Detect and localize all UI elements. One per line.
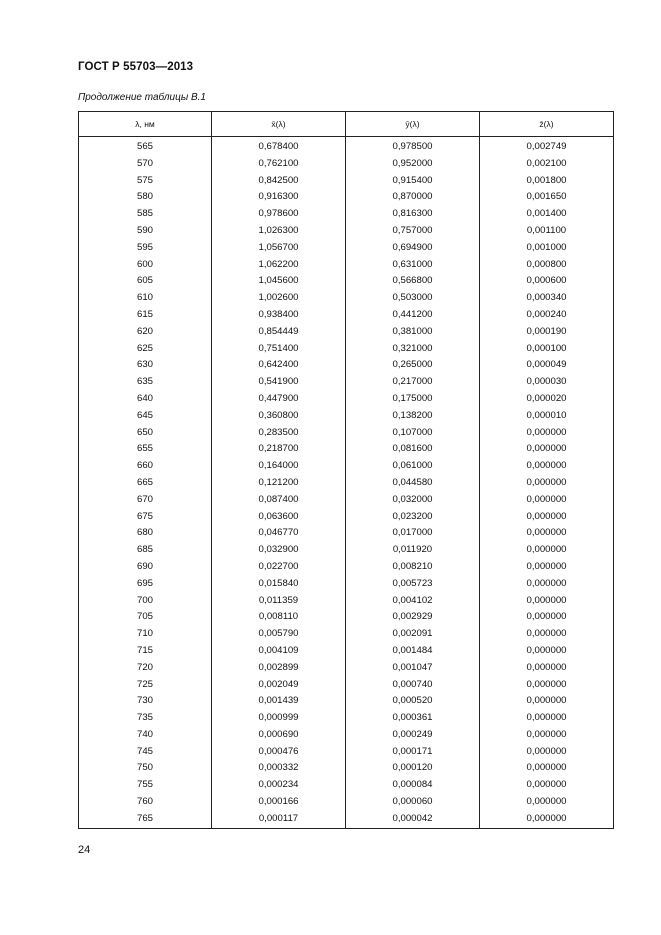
z-bar-cell: 0,000000 (480, 509, 614, 526)
x-bar-cell: 0,751400 (212, 341, 346, 358)
table-row (79, 693, 614, 710)
z-bar-cell: 0,000000 (480, 576, 614, 593)
table-row (79, 609, 614, 626)
x-bar-cell: 0,000166 (212, 794, 346, 811)
y-bar-cell: 0,000520 (346, 693, 480, 710)
x-bar-cell: 0,938400 (212, 307, 346, 324)
y-bar-cell: 0,631000 (346, 257, 480, 274)
wavelength-cell: 730 (79, 693, 212, 710)
y-bar-cell: 0,321000 (346, 341, 480, 358)
wavelength-cell: 625 (79, 341, 212, 358)
x-bar-cell: 0,000332 (212, 760, 346, 777)
z-bar-cell: 0,000000 (480, 492, 614, 509)
wavelength-cell: 605 (79, 273, 212, 290)
y-bar-cell: 0,566800 (346, 273, 480, 290)
z-bar-cell: 0,002749 (480, 137, 614, 156)
table-row (79, 357, 614, 374)
table-row (79, 223, 614, 240)
z-bar-cell: 0,000000 (480, 811, 614, 828)
y-bar-cell: 0,061000 (346, 458, 480, 475)
x-bar-cell: 0,011359 (212, 593, 346, 610)
x-bar-cell: 0,087400 (212, 492, 346, 509)
y-bar-cell: 0,001047 (346, 660, 480, 677)
z-bar-cell: 0,000190 (480, 324, 614, 341)
wavelength-cell: 580 (79, 189, 212, 206)
wavelength-cell: 575 (79, 173, 212, 190)
wavelength-cell: 595 (79, 240, 212, 257)
y-bar-cell: 0,265000 (346, 357, 480, 374)
z-bar-cell: 0,001800 (480, 173, 614, 190)
table-row (79, 677, 614, 694)
z-bar-cell: 0,000049 (480, 357, 614, 374)
y-bar-cell: 0,000740 (346, 677, 480, 694)
y-bar-cell: 0,004102 (346, 593, 480, 610)
wavelength-cell: 630 (79, 357, 212, 374)
header-y-bar: ȳ(λ) (346, 112, 480, 137)
table-row (79, 206, 614, 223)
wavelength-cell: 690 (79, 559, 212, 576)
x-bar-cell: 0,008110 (212, 609, 346, 626)
z-bar-cell: 0,000020 (480, 391, 614, 408)
z-bar-cell: 0,000240 (480, 307, 614, 324)
z-bar-cell: 0,000340 (480, 290, 614, 307)
y-bar-cell: 0,017000 (346, 525, 480, 542)
y-bar-cell: 0,175000 (346, 391, 480, 408)
table-row (79, 760, 614, 777)
x-bar-cell: 0,164000 (212, 458, 346, 475)
x-bar-cell: 0,004109 (212, 643, 346, 660)
y-bar-cell: 0,000060 (346, 794, 480, 811)
table-caption: Продолжение таблицы В.1 (78, 92, 206, 103)
x-bar-cell: 0,032900 (212, 542, 346, 559)
table-body (79, 137, 614, 829)
x-bar-cell: 0,001439 (212, 693, 346, 710)
z-bar-cell: 0,000000 (480, 660, 614, 677)
y-bar-cell: 0,816300 (346, 206, 480, 223)
y-bar-cell: 0,000171 (346, 744, 480, 761)
wavelength-cell: 600 (79, 257, 212, 274)
table-row (79, 290, 614, 307)
wavelength-cell: 705 (79, 609, 212, 626)
table-row (79, 643, 614, 660)
z-bar-cell: 0,000000 (480, 441, 614, 458)
y-bar-cell: 0,002929 (346, 609, 480, 626)
wavelength-cell: 715 (79, 643, 212, 660)
table-row (79, 492, 614, 509)
y-bar-cell: 0,138200 (346, 408, 480, 425)
table-row (79, 137, 614, 156)
z-bar-cell: 0,000030 (480, 374, 614, 391)
x-bar-cell: 0,000999 (212, 710, 346, 727)
z-bar-cell: 0,000000 (480, 626, 614, 643)
z-bar-cell: 0,000000 (480, 794, 614, 811)
x-bar-cell: 0,218700 (212, 441, 346, 458)
x-bar-cell: 0,360800 (212, 408, 346, 425)
wavelength-cell: 610 (79, 290, 212, 307)
table-header-row (79, 112, 614, 137)
wavelength-cell: 710 (79, 626, 212, 643)
wavelength-cell: 620 (79, 324, 212, 341)
x-bar-cell: 0,854449 (212, 324, 346, 341)
wavelength-cell: 720 (79, 660, 212, 677)
wavelength-cell: 675 (79, 509, 212, 526)
z-bar-cell: 0,000000 (480, 542, 614, 559)
page-number: 24 (78, 844, 91, 856)
y-bar-cell: 0,915400 (346, 173, 480, 190)
wavelength-cell: 700 (79, 593, 212, 610)
table-row (79, 156, 614, 173)
wavelength-cell: 650 (79, 425, 212, 442)
x-bar-cell: 0,002049 (212, 677, 346, 694)
x-bar-cell: 0,022700 (212, 559, 346, 576)
table-row (79, 744, 614, 761)
x-bar-cell: 1,026300 (212, 223, 346, 240)
x-bar-cell: 0,541900 (212, 374, 346, 391)
z-bar-cell: 0,000000 (480, 693, 614, 710)
table-row (79, 660, 614, 677)
wavelength-cell: 740 (79, 727, 212, 744)
wavelength-cell: 755 (79, 777, 212, 794)
y-bar-cell: 0,005723 (346, 576, 480, 593)
y-bar-cell: 0,011920 (346, 542, 480, 559)
y-bar-cell: 0,001484 (346, 643, 480, 660)
table-row (79, 727, 614, 744)
table-row (79, 542, 614, 559)
header-x-bar: x̄(λ) (212, 112, 346, 137)
y-bar-cell: 0,694900 (346, 240, 480, 257)
z-bar-cell: 0,000800 (480, 257, 614, 274)
z-bar-cell: 0,000000 (480, 677, 614, 694)
table-row (79, 273, 614, 290)
x-bar-cell: 1,002600 (212, 290, 346, 307)
table-row (79, 525, 614, 542)
table-row (79, 593, 614, 610)
x-bar-cell: 0,015840 (212, 576, 346, 593)
z-bar-cell: 0,000000 (480, 593, 614, 610)
y-bar-cell: 0,000120 (346, 760, 480, 777)
table-row (79, 425, 614, 442)
x-bar-cell: 0,063600 (212, 509, 346, 526)
document-title: ГОСТ Р 55703—2013 (78, 61, 194, 73)
table-row (79, 559, 614, 576)
x-bar-cell: 0,002899 (212, 660, 346, 677)
wavelength-cell: 735 (79, 710, 212, 727)
y-bar-cell: 0,107000 (346, 425, 480, 442)
wavelength-cell: 585 (79, 206, 212, 223)
x-bar-cell: 0,916300 (212, 189, 346, 206)
z-bar-cell: 0,001000 (480, 240, 614, 257)
x-bar-cell: 0,842500 (212, 173, 346, 190)
x-bar-cell: 1,056700 (212, 240, 346, 257)
x-bar-cell: 0,678400 (212, 137, 346, 156)
table-row (79, 475, 614, 492)
wavelength-cell: 635 (79, 374, 212, 391)
wavelength-cell: 725 (79, 677, 212, 694)
wavelength-cell: 640 (79, 391, 212, 408)
z-bar-cell: 0,000000 (480, 760, 614, 777)
z-bar-cell: 0,002100 (480, 156, 614, 173)
wavelength-cell: 765 (79, 811, 212, 828)
y-bar-cell: 0,952000 (346, 156, 480, 173)
y-bar-cell: 0,217000 (346, 374, 480, 391)
x-bar-cell: 0,005790 (212, 626, 346, 643)
z-bar-cell: 0,000000 (480, 710, 614, 727)
z-bar-cell: 0,000000 (480, 559, 614, 576)
table-row (79, 458, 614, 475)
table-row (79, 189, 614, 206)
table-row (79, 391, 614, 408)
table-row (79, 509, 614, 526)
x-bar-cell: 0,000690 (212, 727, 346, 744)
z-bar-cell: 0,000000 (480, 475, 614, 492)
wavelength-cell: 660 (79, 458, 212, 475)
wavelength-cell: 565 (79, 137, 212, 156)
y-bar-cell: 0,000084 (346, 777, 480, 794)
wavelength-cell: 670 (79, 492, 212, 509)
z-bar-cell: 0,000600 (480, 273, 614, 290)
x-bar-cell: 0,121200 (212, 475, 346, 492)
z-bar-cell: 0,001400 (480, 206, 614, 223)
z-bar-cell: 0,000000 (480, 425, 614, 442)
y-bar-cell: 0,032000 (346, 492, 480, 509)
x-bar-cell: 0,283500 (212, 425, 346, 442)
wavelength-cell: 760 (79, 794, 212, 811)
x-bar-cell: 0,000117 (212, 811, 346, 828)
cie-color-matching-table (78, 111, 614, 829)
x-bar-cell: 0,642400 (212, 357, 346, 374)
y-bar-cell: 0,008210 (346, 559, 480, 576)
table-row (79, 794, 614, 811)
x-bar-cell: 0,978600 (212, 206, 346, 223)
y-bar-cell: 0,000249 (346, 727, 480, 744)
y-bar-cell: 0,381000 (346, 324, 480, 341)
y-bar-cell: 0,978500 (346, 137, 480, 156)
table-row (79, 324, 614, 341)
x-bar-cell: 0,762100 (212, 156, 346, 173)
z-bar-cell: 0,000010 (480, 408, 614, 425)
z-bar-cell: 0,000100 (480, 341, 614, 358)
table-row (79, 240, 614, 257)
table-row (79, 811, 614, 828)
x-bar-cell: 1,045600 (212, 273, 346, 290)
z-bar-cell: 0,001650 (480, 189, 614, 206)
y-bar-cell: 0,000361 (346, 710, 480, 727)
table-row (79, 341, 614, 358)
header-z-bar: z̄(λ) (480, 112, 614, 137)
table-row (79, 173, 614, 190)
y-bar-cell: 0,023200 (346, 509, 480, 526)
wavelength-cell: 615 (79, 307, 212, 324)
z-bar-cell: 0,000000 (480, 609, 614, 626)
wavelength-cell: 665 (79, 475, 212, 492)
y-bar-cell: 0,757000 (346, 223, 480, 240)
y-bar-cell: 0,870000 (346, 189, 480, 206)
table-row (79, 626, 614, 643)
y-bar-cell: 0,002091 (346, 626, 480, 643)
table-row (79, 576, 614, 593)
table-row (79, 257, 614, 274)
wavelength-cell: 695 (79, 576, 212, 593)
table-row (79, 307, 614, 324)
y-bar-cell: 0,044580 (346, 475, 480, 492)
y-bar-cell: 0,441200 (346, 307, 480, 324)
z-bar-cell: 0,000000 (480, 458, 614, 475)
y-bar-cell: 0,503000 (346, 290, 480, 307)
z-bar-cell: 0,000000 (480, 525, 614, 542)
z-bar-cell: 0,001100 (480, 223, 614, 240)
x-bar-cell: 1,062200 (212, 257, 346, 274)
x-bar-cell: 0,000234 (212, 777, 346, 794)
wavelength-cell: 590 (79, 223, 212, 240)
table-row (79, 710, 614, 727)
wavelength-cell: 685 (79, 542, 212, 559)
z-bar-cell: 0,000000 (480, 744, 614, 761)
z-bar-cell: 0,000000 (480, 727, 614, 744)
x-bar-cell: 0,046770 (212, 525, 346, 542)
wavelength-cell: 655 (79, 441, 212, 458)
header-wavelength: λ, нм (79, 112, 212, 137)
y-bar-cell: 0,000042 (346, 811, 480, 828)
table-row (79, 408, 614, 425)
table-row (79, 777, 614, 794)
wavelength-cell: 570 (79, 156, 212, 173)
wavelength-cell: 680 (79, 525, 212, 542)
x-bar-cell: 0,447900 (212, 391, 346, 408)
y-bar-cell: 0,081600 (346, 441, 480, 458)
table-row (79, 441, 614, 458)
z-bar-cell: 0,000000 (480, 777, 614, 794)
table-row (79, 374, 614, 391)
wavelength-cell: 750 (79, 760, 212, 777)
x-bar-cell: 0,000476 (212, 744, 346, 761)
wavelength-cell: 645 (79, 408, 212, 425)
z-bar-cell: 0,000000 (480, 643, 614, 660)
wavelength-cell: 745 (79, 744, 212, 761)
